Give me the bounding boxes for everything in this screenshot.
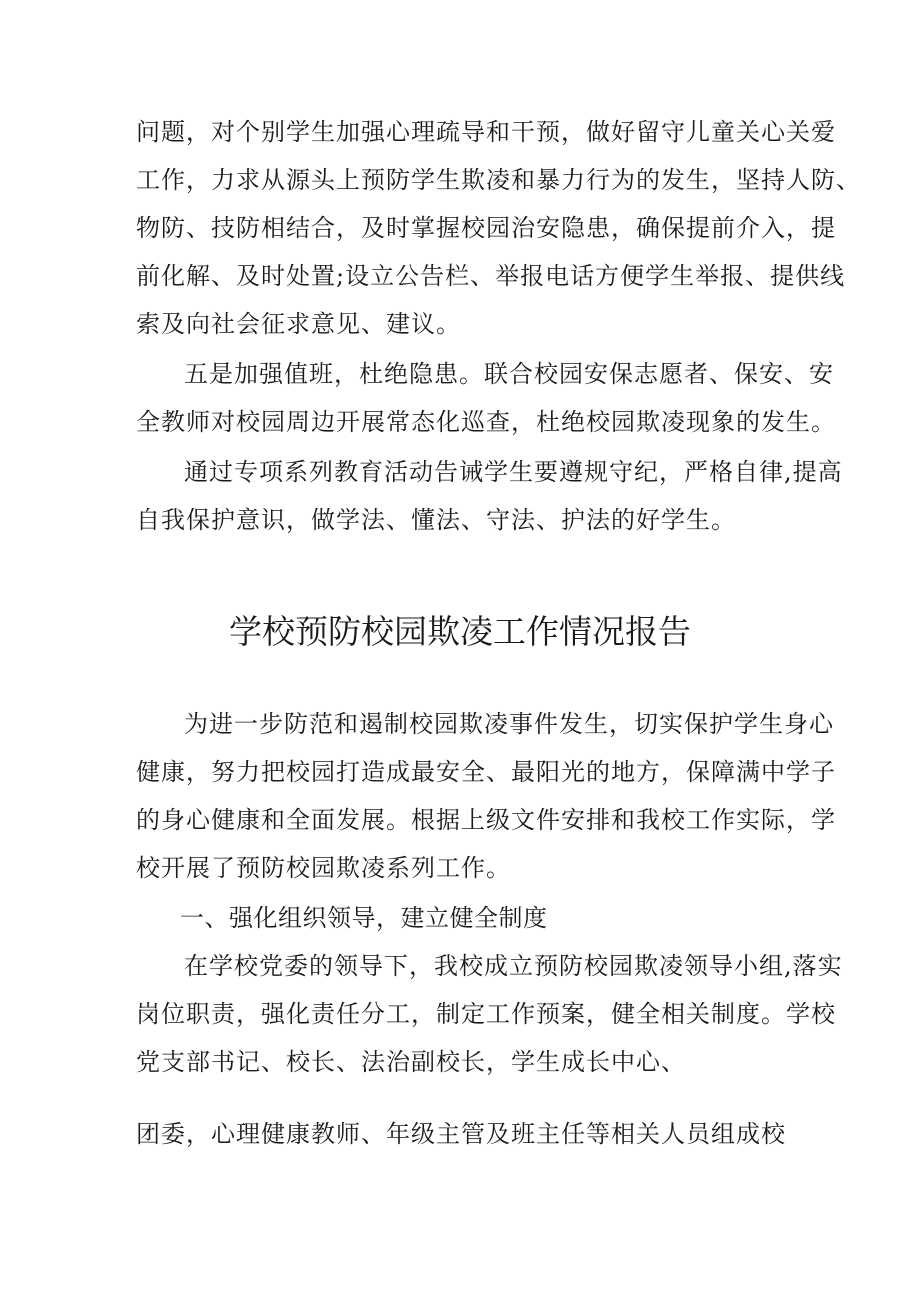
report-title: 学校预防校园欺凌工作情况报告 bbox=[229, 612, 691, 651]
text-line: 物防、技防相结合，及时掌握校园治安隐患，确保提前介入，提 bbox=[136, 214, 836, 242]
text-line: 自我保护意识，做学法、懂法、守法、护法的好学生。 bbox=[136, 506, 736, 534]
text-line: 校开展了预防校园欺凌系列工作。 bbox=[136, 854, 511, 882]
text-line: 为进一步防范和遏制校园欺凌事件发生，切实保护学生身心 bbox=[184, 710, 834, 738]
text-line: 五是加强值班，杜绝隐患。联合校园安保志愿者、保安、安 bbox=[184, 360, 834, 388]
text-line: 健康，努力把校园打造成最安全、最阳光的地方，保障满中学子 bbox=[136, 758, 836, 786]
text-line: 索及向社会征求意见、建议。 bbox=[136, 310, 461, 338]
text-line: 通过专项系列教育活动告诫学生要遵规守纪，严格自律,提高 bbox=[184, 458, 843, 486]
text-line: 工作，力求从源头上预防学生欺凌和暴力行为的发生，坚持人防、 bbox=[136, 166, 861, 194]
text-line: 前化解、及时处置;设立公告栏、举报电话方便学生举报、提供线 bbox=[136, 262, 846, 290]
text-line: 党支部书记、校长、法治副校长，学生成长中心、 bbox=[136, 1048, 686, 1076]
text-line: 全教师对校园周边开展常态化巡查，杜绝校园欺凌现象的发生。 bbox=[136, 408, 836, 436]
text-line: 在学校党委的领导下，我校成立预防校园欺凌领导小组,落实 bbox=[184, 952, 843, 980]
section-one-heading: 一、强化组织领导，建立健全制度 bbox=[180, 904, 548, 932]
text-line: 团委，心理健康教师、年级主管及班主任等相关人员组成校 bbox=[136, 1120, 786, 1148]
text-line: 问题，对个别学生加强心理疏导和干预，做好留守儿童关心关爱 bbox=[136, 118, 836, 146]
text-line: 岗位职责，强化责任分工，制定工作预案，健全相关制度。学校 bbox=[136, 1000, 836, 1028]
text-line: 的身心健康和全面发展。根据上级文件安排和我校工作实际，学 bbox=[136, 806, 836, 834]
